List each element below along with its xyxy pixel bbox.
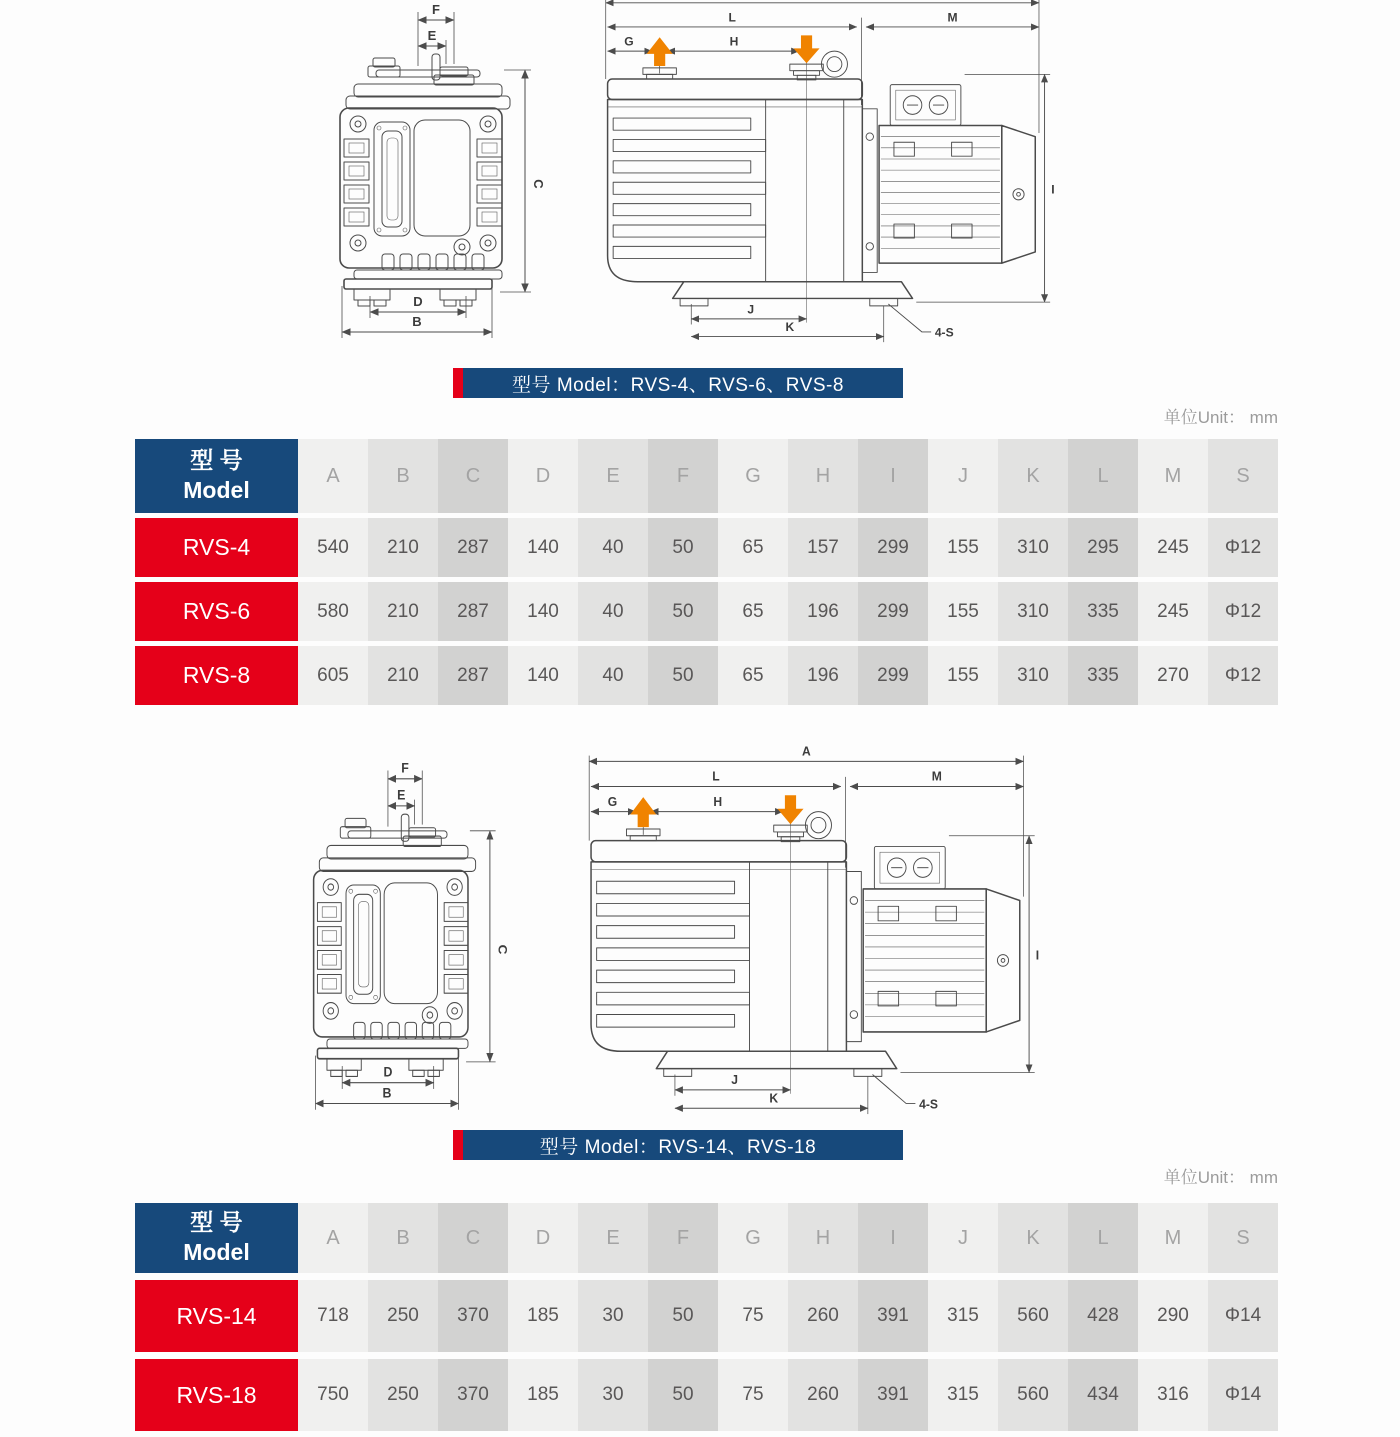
value-cell: 270 xyxy=(1138,646,1208,705)
column-header: S xyxy=(1208,1203,1278,1273)
model-header-cn: 型 号 xyxy=(190,1209,243,1236)
value-cell: 428 xyxy=(1068,1280,1138,1352)
model-cell: RVS-8 xyxy=(135,646,298,705)
value-cell: 434 xyxy=(1068,1359,1138,1431)
dimension-table-2 xyxy=(135,1203,1278,1431)
model-header-en: Model xyxy=(183,1239,250,1265)
value-cell: 310 xyxy=(998,518,1068,577)
value-cell: 75 xyxy=(718,1359,788,1431)
value-cell: 210 xyxy=(368,518,438,577)
value-cell: 157 xyxy=(788,518,858,577)
value-cell: 245 xyxy=(1138,518,1208,577)
column-header: H xyxy=(788,1203,858,1273)
dimension-table-1 xyxy=(135,439,1278,705)
value-cell: 540 xyxy=(298,518,368,577)
column-header: F xyxy=(648,1203,718,1273)
value-cell: 65 xyxy=(718,518,788,577)
value-cell: Φ12 xyxy=(1208,518,1278,577)
section-title-bar-2 xyxy=(453,1130,903,1160)
value-cell: 335 xyxy=(1068,646,1138,705)
column-header: B xyxy=(368,439,438,513)
value-cell: 250 xyxy=(368,1280,438,1352)
value-cell: 40 xyxy=(578,582,648,641)
value-cell: 196 xyxy=(788,582,858,641)
value-cell: 560 xyxy=(998,1280,1068,1352)
value-cell: 750 xyxy=(298,1359,368,1431)
value-cell: 65 xyxy=(718,646,788,705)
value-cell: 310 xyxy=(998,582,1068,641)
value-cell: 250 xyxy=(368,1359,438,1431)
value-cell: 210 xyxy=(368,646,438,705)
column-header: E xyxy=(578,439,648,513)
column-header: M xyxy=(1138,439,1208,513)
column-header: K xyxy=(998,1203,1068,1273)
section-title-2: 型号 Model：RVS-14、RVS-18 xyxy=(539,1136,817,1158)
value-cell: Φ14 xyxy=(1208,1359,1278,1431)
value-cell: 40 xyxy=(578,646,648,705)
value-cell: 260 xyxy=(788,1359,858,1431)
value-cell: 260 xyxy=(788,1280,858,1352)
column-header: E xyxy=(578,1203,648,1273)
model-cell: RVS-18 xyxy=(135,1359,298,1431)
value-cell: Φ12 xyxy=(1208,646,1278,705)
column-header: D xyxy=(508,439,578,513)
value-cell: 299 xyxy=(858,582,928,641)
column-header: A xyxy=(298,1203,368,1273)
column-header: G xyxy=(718,1203,788,1273)
unit-label-1: 单位Unit： mm xyxy=(1163,408,1278,427)
column-header: S xyxy=(1208,439,1278,513)
value-cell: 50 xyxy=(648,582,718,641)
column-header: J xyxy=(928,1203,998,1273)
value-cell: 335 xyxy=(1068,582,1138,641)
value-cell: 310 xyxy=(998,646,1068,705)
column-header: D xyxy=(508,1203,578,1273)
column-header: K xyxy=(998,439,1068,513)
model-cell: RVS-14 xyxy=(135,1280,298,1352)
value-cell: 50 xyxy=(648,518,718,577)
column-header: I xyxy=(858,1203,928,1273)
value-cell: 50 xyxy=(648,646,718,705)
column-header: J xyxy=(928,439,998,513)
column-header: L xyxy=(1068,439,1138,513)
model-cell: RVS-4 xyxy=(135,518,298,577)
value-cell: 30 xyxy=(578,1280,648,1352)
value-cell: 299 xyxy=(858,518,928,577)
value-cell: 50 xyxy=(648,1359,718,1431)
value-cell: 140 xyxy=(508,646,578,705)
value-cell: 315 xyxy=(928,1280,998,1352)
column-header: C xyxy=(438,1203,508,1273)
column-header: H xyxy=(788,439,858,513)
value-cell: 140 xyxy=(508,582,578,641)
value-cell: 155 xyxy=(928,518,998,577)
title-red-accent xyxy=(453,1130,463,1160)
value-cell: 30 xyxy=(578,1359,648,1431)
column-header: G xyxy=(718,439,788,513)
model-header-cell xyxy=(135,439,298,513)
value-cell: Φ12 xyxy=(1208,582,1278,641)
value-cell: 65 xyxy=(718,582,788,641)
value-cell: Φ14 xyxy=(1208,1280,1278,1352)
front-view-drawing-rvs14-18 xyxy=(306,758,508,1116)
value-cell: 287 xyxy=(438,646,508,705)
value-cell: 560 xyxy=(998,1359,1068,1431)
column-header: F xyxy=(648,439,718,513)
value-cell: 580 xyxy=(298,582,368,641)
section-title-1: 型号 Model：RVS-4、RVS-6、RVS-8 xyxy=(512,374,844,396)
column-header: C xyxy=(438,439,508,513)
value-cell: 140 xyxy=(508,518,578,577)
value-cell: 370 xyxy=(438,1280,508,1352)
column-header: I xyxy=(858,439,928,513)
value-cell: 50 xyxy=(648,1280,718,1352)
value-cell: 155 xyxy=(928,582,998,641)
model-header-cn: 型 号 xyxy=(190,447,243,474)
model-cell: RVS-6 xyxy=(135,582,298,641)
value-cell: 718 xyxy=(298,1280,368,1352)
value-cell: 299 xyxy=(858,646,928,705)
side-view-drawing-rvs4-8 xyxy=(592,0,1062,344)
value-cell: 287 xyxy=(438,582,508,641)
model-header-en: Model xyxy=(183,477,250,503)
value-cell: 391 xyxy=(858,1280,928,1352)
model-header-cell xyxy=(135,1203,298,1273)
value-cell: 290 xyxy=(1138,1280,1208,1352)
column-header: M xyxy=(1138,1203,1208,1273)
value-cell: 245 xyxy=(1138,582,1208,641)
column-header: A xyxy=(298,439,368,513)
value-cell: 315 xyxy=(928,1359,998,1431)
column-header: B xyxy=(368,1203,438,1273)
column-header: L xyxy=(1068,1203,1138,1273)
value-cell: 210 xyxy=(368,582,438,641)
value-cell: 605 xyxy=(298,646,368,705)
unit-label-2: 单位Unit： mm xyxy=(1163,1168,1278,1187)
value-cell: 316 xyxy=(1138,1359,1208,1431)
value-cell: 155 xyxy=(928,646,998,705)
front-view-drawing-rvs4-8 xyxy=(332,0,544,344)
value-cell: 295 xyxy=(1068,518,1138,577)
title-red-accent xyxy=(453,368,463,398)
side-view-drawing-rvs14-18 xyxy=(578,744,1044,1116)
value-cell: 185 xyxy=(508,1280,578,1352)
value-cell: 185 xyxy=(508,1359,578,1431)
value-cell: 370 xyxy=(438,1359,508,1431)
value-cell: 196 xyxy=(788,646,858,705)
value-cell: 75 xyxy=(718,1280,788,1352)
value-cell: 40 xyxy=(578,518,648,577)
value-cell: 391 xyxy=(858,1359,928,1431)
section-title-bar-1 xyxy=(453,368,903,398)
value-cell: 287 xyxy=(438,518,508,577)
